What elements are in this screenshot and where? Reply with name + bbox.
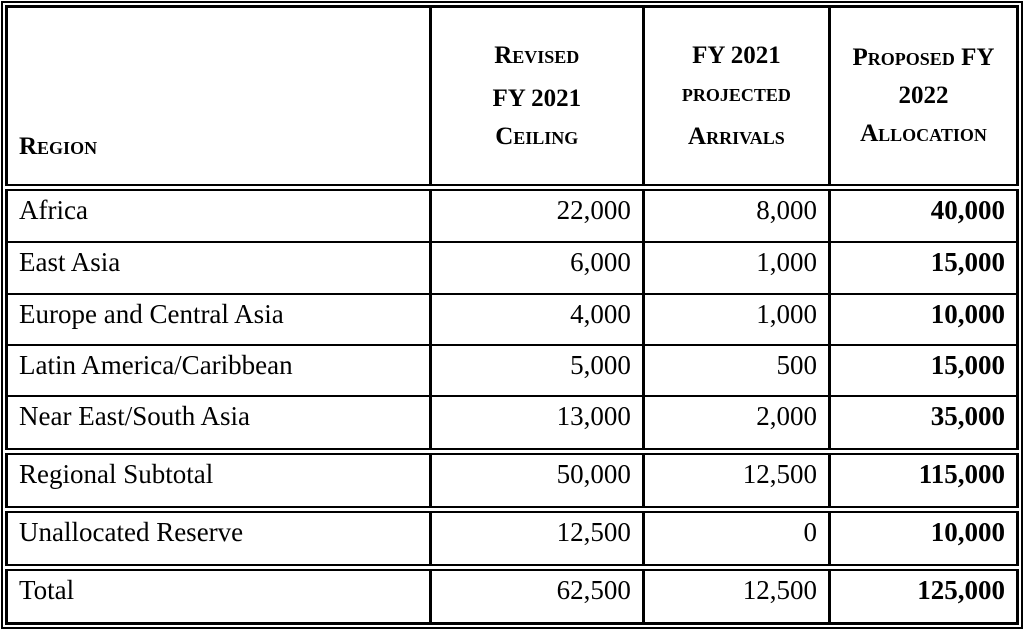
- cell-ceiling: 62,500: [430, 568, 643, 624]
- cell-arrivals: 500: [643, 345, 829, 396]
- cell-region: Unallocated Reserve: [7, 510, 431, 568]
- cell-ceiling: 4,000: [430, 294, 643, 345]
- column-header-revised-fy2021-ceiling: [430, 7, 643, 188]
- cell-allocation: 15,000: [829, 242, 1017, 293]
- cell-arrivals: 12,500: [643, 451, 829, 509]
- cell-region: Africa: [7, 188, 431, 243]
- header-line: FY 2021: [692, 41, 781, 69]
- header-line: 2022: [898, 82, 949, 109]
- cell-allocation: 10,000: [829, 294, 1017, 345]
- cell-ceiling: 5,000: [430, 345, 643, 396]
- table-row-regional-subtotal: [7, 451, 1018, 509]
- refugee-allocation-table: [5, 5, 1019, 625]
- header-line: Revised: [494, 41, 580, 69]
- table-row-africa: [7, 188, 1018, 243]
- cell-ceiling: 22,000: [430, 188, 643, 243]
- column-header-fy2021-projected-arrivals: [643, 7, 829, 188]
- cell-arrivals: 1,000: [643, 294, 829, 345]
- cell-region: Europe and Central Asia: [7, 294, 431, 345]
- cell-region: Latin America/Caribbean: [7, 345, 431, 396]
- table-body: [7, 188, 1018, 624]
- header-row: [7, 7, 1018, 188]
- table-row-latin-america-caribbean: [7, 345, 1018, 396]
- cell-region: Regional Subtotal: [7, 451, 431, 509]
- cell-region: Total: [7, 568, 431, 624]
- cell-ceiling: 12,500: [430, 510, 643, 568]
- header-line: Proposed FY: [852, 44, 995, 71]
- column-header-proposed-fy2022-allocation: [829, 7, 1017, 188]
- cell-arrivals: 0: [643, 510, 829, 568]
- cell-allocation: 15,000: [829, 345, 1017, 396]
- header-line: FY 2021: [492, 84, 582, 112]
- cell-ceiling: 13,000: [430, 396, 643, 451]
- table-row-near-east-south-asia: [7, 396, 1018, 451]
- cell-arrivals: 1,000: [643, 242, 829, 293]
- cell-arrivals: 8,000: [643, 188, 829, 243]
- table-row-total: [7, 568, 1018, 624]
- cell-allocation: 40,000: [829, 188, 1017, 243]
- cell-allocation: 125,000: [829, 568, 1017, 624]
- table-outer-frame: [1, 1, 1023, 629]
- header-line: projected: [681, 79, 791, 107]
- cell-ceiling: 50,000: [430, 451, 643, 509]
- table-row-europe-central-asia: [7, 294, 1018, 345]
- cell-allocation: 115,000: [829, 451, 1017, 509]
- header-line: Allocation: [860, 120, 987, 147]
- cell-allocation: 35,000: [829, 396, 1017, 451]
- cell-ceiling: 6,000: [430, 242, 643, 293]
- cell-arrivals: 12,500: [643, 568, 829, 624]
- cell-allocation: 10,000: [829, 510, 1017, 568]
- table-header: [7, 7, 1018, 188]
- column-header-region: Region: [7, 7, 431, 188]
- table-row-unallocated-reserve: [7, 510, 1018, 568]
- header-line: Arrivals: [688, 122, 785, 150]
- cell-region: East Asia: [7, 242, 431, 293]
- header-line: Ceiling: [495, 122, 579, 150]
- cell-region: Near East/South Asia: [7, 396, 431, 451]
- table-row-east-asia: [7, 242, 1018, 293]
- cell-arrivals: 2,000: [643, 396, 829, 451]
